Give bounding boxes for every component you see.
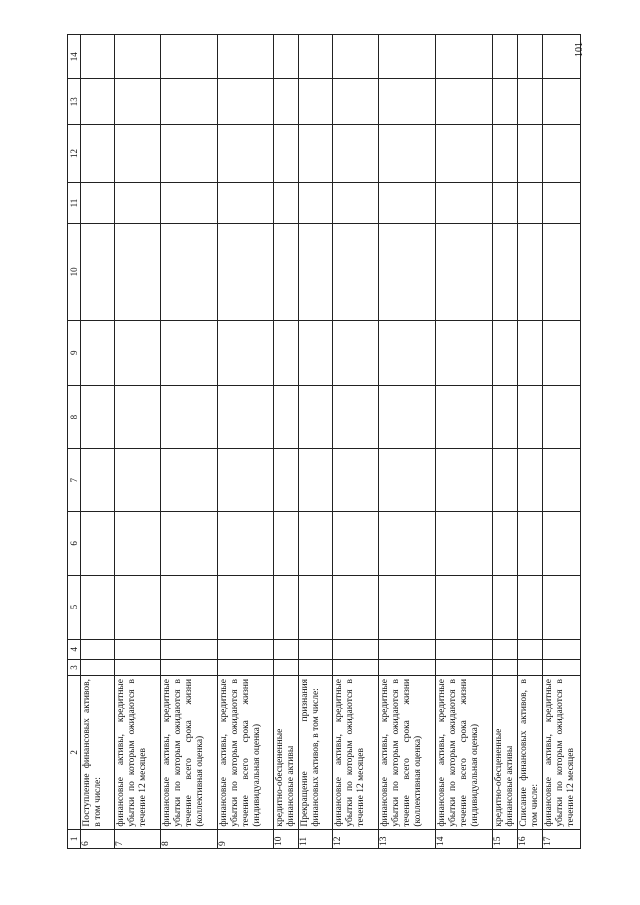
- table-row: [543, 35, 581, 849]
- row-number: 9: [218, 829, 274, 848]
- table-row: [518, 35, 543, 849]
- table-row: [274, 35, 299, 849]
- header-cell: 7: [68, 449, 81, 512]
- row-number: 16: [518, 829, 543, 848]
- header-cell: 11: [68, 183, 81, 224]
- row-number: 13: [379, 829, 436, 848]
- header-cell: 10: [68, 224, 81, 321]
- row-description: финансовые активы, кредитные убытки по которым ожидаются в течение 12 месяцев: [543, 675, 581, 829]
- table-row: [436, 35, 493, 849]
- header-cell: 1: [68, 829, 81, 848]
- row-number: 11: [299, 829, 333, 848]
- row-description: финансовые активы, кредитные убытки по которым ожидаются в течение 12 месяцев: [115, 675, 161, 829]
- table-row: [161, 35, 218, 849]
- row-number: 6: [81, 829, 115, 848]
- row-description: Списание финансовых активов, в том числе:: [518, 675, 543, 829]
- row-number: 17: [543, 829, 581, 848]
- header-row: [68, 35, 81, 849]
- header-cell: 9: [68, 320, 81, 385]
- row-description: финансовые активы, кредитные убытки по которым ожидаются в течение всего срока жизни (индивидуальная оценка): [436, 675, 493, 829]
- rotated-table-container: [67, 34, 591, 849]
- row-description: Поступление финансовых активов, в том числе:: [81, 675, 115, 829]
- row-description: финансовые активы, кредитные убытки по которым ожидаются в течение 12 месяцев: [333, 675, 379, 829]
- table-row: [333, 35, 379, 849]
- header-cell: 4: [68, 639, 81, 659]
- table-row: [299, 35, 333, 849]
- row-description: финансовые активы, кредитные убытки по которым ожидаются в течение всего срока жизни (коллективная оценка): [379, 675, 436, 829]
- table-row: [379, 35, 436, 849]
- row-description: кредитно-обесцененные финансовые активы: [493, 675, 518, 829]
- header-cell: 14: [68, 35, 81, 79]
- financial-assets-table: [67, 34, 581, 849]
- header-cell: 3: [68, 660, 81, 676]
- header-cell: 6: [68, 512, 81, 576]
- header-cell: 12: [68, 125, 81, 183]
- table-row: [115, 35, 161, 849]
- row-number: 10: [274, 829, 299, 848]
- table-row: [493, 35, 518, 849]
- row-description: финансовые активы, кредитные убытки по которым ожидаются в течение всего срока жизни (индивидуальная оценка): [218, 675, 274, 829]
- row-description: кредитно-обесцененные финансовые активы: [274, 675, 299, 829]
- row-number: 15: [493, 829, 518, 848]
- page-number: 101: [574, 42, 585, 57]
- header-cell: 8: [68, 385, 81, 449]
- header-cell: 2: [68, 675, 81, 829]
- header-cell: 13: [68, 79, 81, 125]
- table-row: [218, 35, 274, 849]
- row-number: 12: [333, 829, 379, 848]
- row-description: финансовые активы, кредитные убытки по которым ожидаются в течение всего срока жизни (коллективная оценка): [161, 675, 218, 829]
- row-number: 7: [115, 829, 161, 848]
- row-number: 14: [436, 829, 493, 848]
- header-cell: 5: [68, 575, 81, 639]
- row-number: 8: [161, 829, 218, 848]
- row-description: Прекращение признания финансовых активов, в том числе:: [299, 675, 333, 829]
- table-row: [81, 35, 115, 849]
